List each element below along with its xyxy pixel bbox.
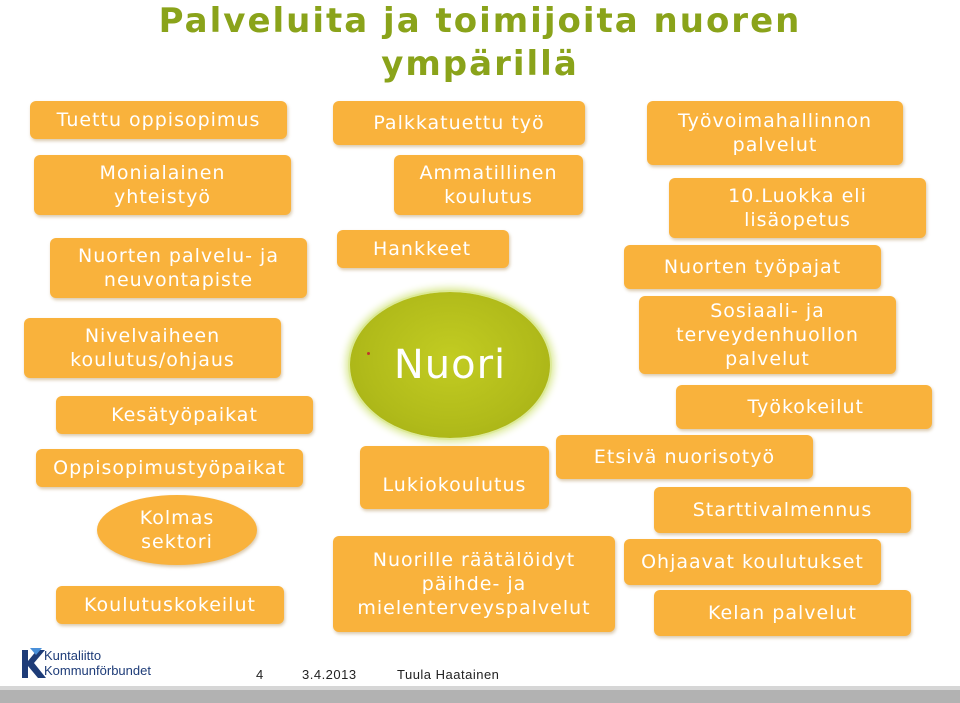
box-ammatillinen-koulutus [394,155,583,215]
box-label: Sosiaali- ja terveydenhuollon palvelut [676,300,859,370]
box-label: 10.Luokka eli lisäopetus [728,185,867,231]
box-tyovoimahallinto [647,101,903,165]
red-dot [367,352,370,355]
box-label: Starttivalmennus [692,499,873,521]
box-paihde-mielenterveys [333,536,615,632]
oval-kolmas-sektori [97,495,257,565]
box-tyokokeilut [676,385,932,429]
box-label: Nuorten palvelu- ja neuvontapiste [78,245,279,291]
page-title [0,0,960,86]
box-koulutuskokeilut [56,586,284,624]
box-label: Etsivä nuorisotyö [593,446,776,468]
box-starttivalmennus [654,487,911,533]
box-label: Lukiokoulutus [382,474,527,496]
box-label: Kesätyöpaikat [111,404,258,426]
box-label: Kelan palvelut [708,602,857,624]
footer-author: Tuula Haatainen [397,667,500,682]
oval-label: Kolmas sektori [139,507,215,553]
logo-line2: Kommunförbundet [44,663,151,678]
box-etsiva-nuorisotyo [556,435,813,479]
footer-date: 3.4.2013 [302,667,357,682]
box-label: Monialainen yhteistyö [99,162,226,208]
box-kelan-palvelut [654,590,911,636]
box-label: Nuorille räätälöidyt päihde- ja mielenterveyspalvelut [357,549,591,619]
box-oppisopimustyopaikat [36,449,303,487]
box-monialainen-yhteistyo [34,155,291,215]
box-nuorten-tyopajat [624,245,881,289]
box-hankkeet [337,230,509,268]
box-label: Työkokeilut [747,396,864,418]
box-kesatyopaikat [56,396,313,434]
box-tuettu-oppisopimus [30,101,287,139]
box-palkkatuettu-tyo [333,101,585,145]
box-label: Ammatillinen koulutus [419,162,558,208]
box-ohjaavat-koulutukset [624,539,881,585]
box-label: Oppisopimustyöpaikat [53,457,286,479]
box-label: Työvoimahallinnon palvelut [677,110,873,156]
box-nuorten-palvelu [50,238,307,298]
box-label: Nuorten työpajat [663,256,842,278]
logo-text [44,648,151,678]
footer-bar [0,690,960,703]
box-label: Tuettu oppisopimus [56,109,261,131]
box-label: Ohjaavat koulutukset [641,551,864,573]
page-title-text: Palveluita ja toimijoita nuoren ympärillä [158,1,802,84]
logo-line1: Kuntaliitto [44,648,102,663]
box-label: Hankkeet [373,238,472,260]
box-label: Koulutuskokeilut [84,594,256,616]
box-sosiaali-terveys [639,296,896,374]
page-number: 4 [256,667,264,682]
center-nuori [350,292,550,438]
center-label: Nuori [393,342,507,388]
box-label: Nivelvaiheen koulutus/ohjaus [70,325,235,371]
box-nivelvaihe [24,318,281,378]
box-10-luokka [669,178,926,238]
box-lukiokoulutus [360,446,549,509]
box-label: Palkkatuettu työ [373,112,545,134]
